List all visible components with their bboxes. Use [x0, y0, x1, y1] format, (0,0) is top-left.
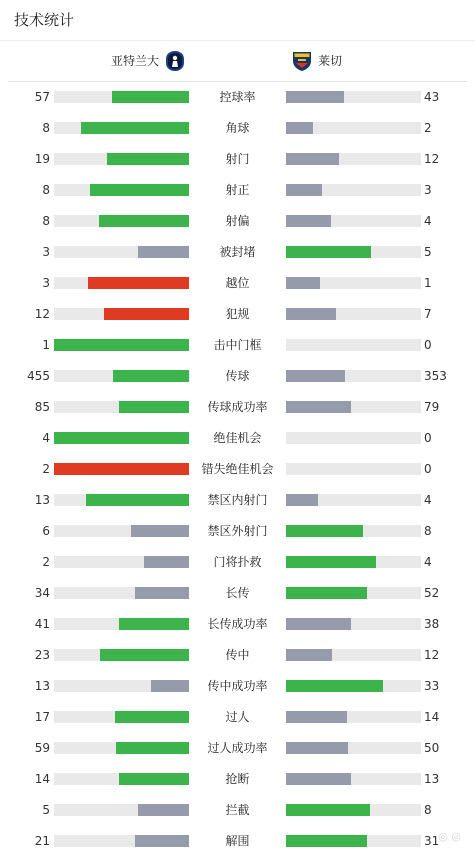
- home-bar: [54, 401, 189, 413]
- home-team-name: 亚特兰大: [110, 54, 159, 68]
- home-bar-fill: [113, 370, 189, 382]
- home-value: 2: [42, 555, 50, 569]
- stat-row: [0, 392, 475, 423]
- away-value: 0: [424, 338, 432, 352]
- away-bar-fill: [286, 91, 344, 103]
- home-bar: [54, 308, 189, 320]
- home-value: 57: [34, 90, 50, 104]
- away-bar: [286, 339, 421, 351]
- away-value: 31: [424, 834, 440, 848]
- home-value: 85: [34, 400, 50, 414]
- away-bar-fill: [286, 649, 332, 661]
- stat-row: [0, 330, 475, 361]
- home-bar-fill: [54, 463, 189, 475]
- away-bar: [286, 370, 421, 382]
- stat-label: 门将扑救: [213, 555, 262, 569]
- home-bar-fill: [151, 680, 189, 692]
- stat-row: [0, 640, 475, 671]
- away-value: 2: [424, 121, 432, 135]
- away-value: 14: [424, 710, 440, 724]
- stat-row: [0, 361, 475, 392]
- away-bar-fill: [286, 153, 339, 165]
- stat-row: [0, 485, 475, 516]
- away-bar: [286, 184, 421, 196]
- away-bar-fill: [286, 680, 383, 692]
- stat-row: [0, 175, 475, 206]
- away-bar-fill: [286, 742, 348, 754]
- home-bar-fill: [119, 618, 189, 630]
- stat-label: 传球: [225, 369, 250, 383]
- away-bar-fill: [286, 184, 322, 196]
- home-value: 5: [42, 803, 50, 817]
- stat-label: 长传成功率: [207, 617, 268, 631]
- stat-row: [0, 671, 475, 702]
- home-bar-fill: [119, 773, 189, 785]
- home-bar: [54, 680, 189, 692]
- home-value: 41: [34, 617, 50, 631]
- stat-row: [0, 268, 475, 299]
- away-bar: [286, 122, 421, 134]
- away-bar-fill: [286, 370, 345, 382]
- away-bar-fill: [286, 401, 351, 413]
- away-value: 13: [424, 772, 440, 786]
- home-bar-fill: [144, 556, 189, 568]
- stat-label: 绝佳机会: [213, 431, 262, 445]
- home-value: 14: [34, 772, 50, 786]
- away-bar: [286, 556, 421, 568]
- home-bar-fill: [135, 587, 189, 599]
- home-value: 59: [34, 741, 50, 755]
- away-value: 0: [424, 462, 432, 476]
- away-bar: [286, 401, 421, 413]
- home-bar: [54, 215, 189, 227]
- away-bar: [286, 463, 421, 475]
- home-bar-fill: [138, 246, 189, 258]
- home-bar-fill: [116, 742, 189, 754]
- home-bar: [54, 370, 189, 382]
- stat-label: 控球率: [219, 90, 256, 104]
- home-bar-fill: [90, 184, 189, 196]
- teams-header: [0, 41, 475, 81]
- stat-row: [0, 206, 475, 237]
- home-value: 8: [42, 214, 50, 228]
- away-bar: [286, 91, 421, 103]
- home-bar: [54, 742, 189, 754]
- home-value: 8: [42, 121, 50, 135]
- home-bar-fill: [138, 804, 189, 816]
- away-value: 8: [424, 524, 432, 538]
- away-bar-fill: [286, 277, 320, 289]
- away-bar-fill: [286, 246, 371, 258]
- away-bar: [286, 773, 421, 785]
- stats-list: [0, 82, 475, 857]
- atalanta-logo-icon: [165, 50, 185, 72]
- stat-label: 错失绝佳机会: [201, 462, 274, 476]
- away-value: 8: [424, 803, 432, 817]
- away-bar-fill: [286, 215, 331, 227]
- away-value: 1: [424, 276, 432, 290]
- away-bar: [286, 153, 421, 165]
- stat-label: 传中成功率: [207, 679, 268, 693]
- away-bar: [286, 618, 421, 630]
- home-bar: [54, 587, 189, 599]
- away-bar: [286, 742, 421, 754]
- stat-row: [0, 144, 475, 175]
- home-bar: [54, 184, 189, 196]
- stat-label: 射门: [225, 152, 250, 166]
- home-value: 4: [42, 431, 50, 445]
- home-bar: [54, 556, 189, 568]
- home-bar: [54, 618, 189, 630]
- away-bar: [286, 277, 421, 289]
- home-value: 21: [34, 834, 50, 848]
- stat-label: 禁区内射门: [207, 493, 268, 507]
- away-bar-fill: [286, 587, 367, 599]
- away-bar: [286, 711, 421, 723]
- away-bar: [286, 432, 421, 444]
- home-bar-fill: [135, 835, 189, 847]
- home-bar: [54, 463, 189, 475]
- stat-label: 传球成功率: [207, 400, 268, 414]
- home-bar: [54, 122, 189, 134]
- away-value: 353: [424, 369, 447, 383]
- home-bar-fill: [112, 91, 189, 103]
- away-value: 7: [424, 307, 432, 321]
- away-value: 3: [424, 183, 432, 197]
- away-bar: [286, 215, 421, 227]
- stat-row: [0, 113, 475, 144]
- away-bar: [286, 494, 421, 506]
- home-bar-fill: [81, 122, 189, 134]
- home-bar-fill: [100, 649, 189, 661]
- home-bar-fill: [119, 401, 189, 413]
- away-team[interactable]: [292, 50, 342, 72]
- stat-row: [0, 547, 475, 578]
- home-bar: [54, 649, 189, 661]
- home-bar: [54, 804, 189, 816]
- away-bar: [286, 587, 421, 599]
- home-bar: [54, 277, 189, 289]
- home-bar: [54, 835, 189, 847]
- home-value: 19: [34, 152, 50, 166]
- home-value: 34: [34, 586, 50, 600]
- away-bar-fill: [286, 618, 351, 630]
- stat-row: [0, 423, 475, 454]
- away-value: 4: [424, 214, 432, 228]
- stat-label: 越位: [225, 276, 250, 290]
- home-bar-fill: [86, 494, 189, 506]
- away-value: 5: [424, 245, 432, 259]
- home-bar: [54, 525, 189, 537]
- stat-label: 长传: [225, 586, 250, 600]
- stat-label: 犯规: [225, 307, 250, 321]
- home-bar-fill: [104, 308, 189, 320]
- stat-row: [0, 702, 475, 733]
- away-value: 43: [424, 90, 440, 104]
- away-bar: [286, 246, 421, 258]
- home-value: 13: [34, 679, 50, 693]
- home-bar-fill: [99, 215, 189, 227]
- home-value: 1: [42, 338, 50, 352]
- home-value: 2: [42, 462, 50, 476]
- away-bar-fill: [286, 122, 313, 134]
- away-value: 12: [424, 648, 440, 662]
- stat-row: [0, 237, 475, 268]
- home-bar-fill: [115, 711, 189, 723]
- stat-label: 被封堵: [219, 245, 256, 259]
- away-value: 4: [424, 493, 432, 507]
- stat-label: 角球: [225, 121, 250, 135]
- stat-row: [0, 454, 475, 485]
- stat-label: 解围: [225, 834, 250, 848]
- home-bar: [54, 246, 189, 258]
- home-bar-fill: [107, 153, 189, 165]
- away-value: 12: [424, 152, 440, 166]
- home-bar: [54, 711, 189, 723]
- away-bar-fill: [286, 711, 347, 723]
- stat-row: [0, 826, 475, 857]
- away-bar-fill: [286, 525, 363, 537]
- home-team[interactable]: [111, 50, 185, 72]
- stat-row: [0, 82, 475, 113]
- stat-label: 抢断: [225, 772, 250, 786]
- home-bar-fill: [88, 277, 189, 289]
- home-bar-fill: [54, 339, 189, 351]
- away-value: 79: [424, 400, 440, 414]
- lecce-logo-icon: [292, 50, 312, 72]
- away-bar-fill: [286, 556, 376, 568]
- home-value: 17: [34, 710, 50, 724]
- away-bar: [286, 525, 421, 537]
- away-value: 0: [424, 431, 432, 445]
- stat-row: [0, 516, 475, 547]
- home-value: 3: [42, 276, 50, 290]
- home-value: 23: [34, 648, 50, 662]
- away-bar: [286, 649, 421, 661]
- home-bar: [54, 494, 189, 506]
- stat-label: 拦截: [225, 803, 250, 817]
- away-bar-fill: [286, 804, 370, 816]
- watermark: ◎ ◎: [438, 830, 461, 843]
- home-value: 8: [42, 183, 50, 197]
- stat-label: 射偏: [225, 214, 250, 228]
- home-bar: [54, 432, 189, 444]
- away-bar: [286, 680, 421, 692]
- stat-row: [0, 764, 475, 795]
- stat-label: 禁区外射门: [207, 524, 268, 538]
- away-bar-fill: [286, 835, 367, 847]
- stat-label: 射正: [225, 183, 250, 197]
- home-value: 6: [42, 524, 50, 538]
- home-value: 455: [27, 369, 50, 383]
- home-bar: [54, 773, 189, 785]
- home-bar: [54, 153, 189, 165]
- away-value: 33: [424, 679, 440, 693]
- home-value: 13: [34, 493, 50, 507]
- away-value: 38: [424, 617, 440, 631]
- stat-label: 传中: [225, 648, 250, 662]
- stat-label: 过人成功率: [207, 741, 268, 755]
- stat-row: [0, 609, 475, 640]
- stat-row: [0, 795, 475, 826]
- away-team-name: 莱切: [318, 54, 343, 68]
- away-bar: [286, 835, 421, 847]
- page-title: 技术统计: [14, 11, 75, 29]
- stat-row: [0, 578, 475, 609]
- home-bar-fill: [131, 525, 189, 537]
- stat-label: 过人: [225, 710, 250, 724]
- home-value: 12: [34, 307, 50, 321]
- away-value: 4: [424, 555, 432, 569]
- stat-row: [0, 733, 475, 764]
- home-value: 3: [42, 245, 50, 259]
- away-bar-fill: [286, 773, 351, 785]
- home-bar-fill: [54, 432, 189, 444]
- away-bar-fill: [286, 494, 318, 506]
- away-bar: [286, 804, 421, 816]
- home-bar: [54, 91, 189, 103]
- away-value: 52: [424, 586, 440, 600]
- away-bar: [286, 308, 421, 320]
- away-bar-fill: [286, 308, 336, 320]
- stat-label: 击中门框: [213, 338, 262, 352]
- stat-row: [0, 299, 475, 330]
- away-value: 50: [424, 741, 440, 755]
- home-bar: [54, 339, 189, 351]
